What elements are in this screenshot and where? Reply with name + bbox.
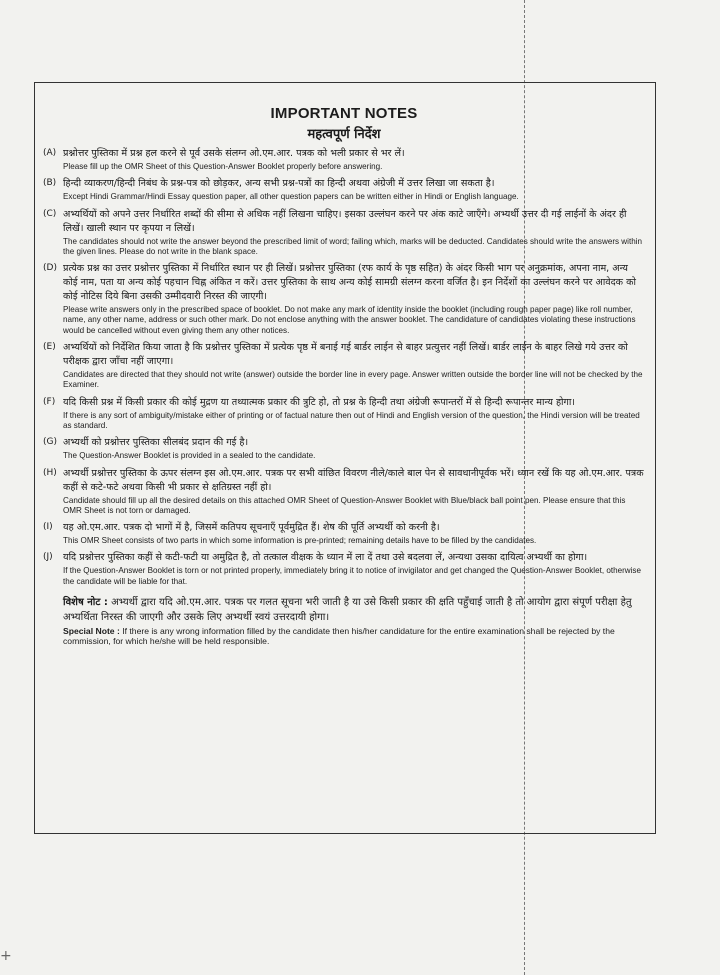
note-label: (G) bbox=[43, 437, 57, 448]
note-label: (A) bbox=[43, 148, 57, 158]
special-note-hindi-text: अभ्यर्थी द्वारा यदि ओ.एम.आर. पत्रक पर गलत सूचना भरी जाती है या उसे किसी प्रकार की क्षति पहुँचाई जाती है तो आयोग द्वारा संपूर्ण परीक्षा हेतु अभ्यर्थिता निरस्त की जाएगी और उसके लिए अभ्यर्थी स्वयं उत्तरदायी होगा। bbox=[63, 597, 632, 624]
note-english-text: Please fill up the OMR Sheet of this Question-Answer Booklet properly before answering. bbox=[63, 162, 383, 171]
note-english-text: If the Question-Answer Booklet is torn or not printed properly, immediately bring it to notice of invigilator and get changed the Question-Answer Booklet, otherwise the candidate will be liable for that. bbox=[63, 566, 641, 586]
title-english: IMPORTANT NOTES bbox=[270, 105, 418, 122]
note-hindi-text: अभ्यर्थी को प्रश्नोत्तर पुस्तिका सीलबंद प्रदान की गई है। bbox=[63, 437, 249, 449]
note-hindi-text: अभ्यर्थियों को अपने उत्तर निर्धारित शब्दों की सीमा से अधिक नहीं लिखना चाहिए। इसका उल्लंघन करने पर अंक काटे जाएँगे। अभ्यर्थी उत्तर दी गई लाईनों के अंदर ही लिखें। खाली स्थान पर कृपया न लिखें। bbox=[63, 208, 627, 234]
note-label: (D) bbox=[43, 263, 57, 274]
note-label: (C) bbox=[43, 208, 57, 219]
note-english-text: The candidates should not write the answer beyond the prescribed limit of word; failing which, marks will be deducted. Candidates should write the answers within the given lines. Please do not write in the blank space. bbox=[63, 236, 643, 256]
note-body bbox=[63, 262, 645, 336]
note-item bbox=[43, 436, 645, 461]
note-hindi-text: प्रश्नोत्तर पुस्तिका में प्रश्न हल करने से पूर्व उसके संलग्न ओ.एम.आर. पत्रक को भली प्रकार से भर लें। bbox=[63, 148, 405, 159]
note-item bbox=[43, 551, 645, 587]
note-label: (E) bbox=[43, 342, 56, 353]
note-item bbox=[43, 262, 645, 336]
note-hindi-text: अभ्यर्थियों को निर्देशित किया जाता है कि प्रश्नोत्तर पुस्तिका में प्रत्येक पृष्ठ में बनाई गई बार्डर लाईन से बाहर प्रत्युत्तर नहीं लिखें। बार्डर लाईन के बाहर लिखे गये उत्तर को परीक्षक द्वारा जाँचा नहीं जाएगा। bbox=[63, 342, 628, 368]
note-body bbox=[63, 396, 645, 432]
note-label: (J) bbox=[43, 552, 53, 563]
notes-list bbox=[43, 147, 645, 587]
note-body bbox=[63, 436, 645, 461]
note-item bbox=[43, 341, 645, 391]
note-label: (F) bbox=[43, 396, 56, 407]
special-note bbox=[63, 595, 645, 647]
note-item bbox=[43, 177, 645, 202]
note-english-text: If there is any sort of ambiguity/mistake either of printing or of factual nature then out of Hindi and English version of the question, the Hindi version will be treated as standard. bbox=[63, 410, 640, 430]
note-body bbox=[63, 467, 645, 517]
note-hindi-text: यदि किसी प्रश्न में किसी प्रकार की कोई मुद्रण या तथ्यात्मक प्रकार की त्रुटि हो, तो प्रश्न के हिन्दी तथा अंग्रेजी रूपान्तरों में से हिन्दी रूपान्तर मान्य होगा। bbox=[63, 396, 576, 408]
note-english-text: Except Hindi Grammar/Hindi Essay question paper, all other question papers can be written either in Hindi or English language. bbox=[63, 192, 519, 202]
note-body bbox=[63, 551, 645, 587]
note-english-text: Candidates are directed that they should not write (answer) outside the border line in every page. Answer written outside the border line will not be checked by the Examiner. bbox=[63, 370, 643, 390]
note-body bbox=[63, 208, 645, 258]
special-note-english-text: If there is any wrong information filled by the candidate then his/her candidature for the entire examination shall be rejected by the commission, for which he/she will be held responsible. bbox=[63, 626, 615, 647]
note-hindi-text: यदि प्रश्नोत्तर पुस्तिका कहीं से कटी-फटी या अमुद्रित है, तो तत्काल वीक्षक के ध्यान में ला दें तथा उसे बदलवा लें, अन्यथा उसका दायित्व अभ्यर्थी का होगा। bbox=[63, 552, 588, 564]
title-hindi: महत्वपूर्ण निर्देश bbox=[307, 127, 381, 142]
note-body bbox=[63, 521, 645, 546]
note-label: (B) bbox=[43, 178, 57, 189]
important-notes-frame bbox=[34, 82, 656, 834]
special-note-hindi bbox=[63, 595, 645, 625]
note-item bbox=[43, 521, 645, 546]
note-item bbox=[43, 396, 645, 432]
note-english-text: Candidate should fill up all the desired details on this attached OMR Sheet of Question-Answer Booklet with Blue/black ball point pen. Please ensure that this OMR Sheet is not torn or damaged. bbox=[63, 495, 626, 515]
special-note-hindi-label: विशेष नोट : bbox=[63, 597, 108, 609]
note-english-text: The Question-Answer Booklet is provided in a sealed to the candidate. bbox=[63, 451, 316, 461]
crop-mark: + bbox=[0, 948, 12, 964]
note-body bbox=[63, 147, 645, 172]
note-item bbox=[43, 208, 645, 258]
note-english-text: This OMR Sheet consists of two parts in which some information is pre-printed; remaining details have to be filled by the candidates. bbox=[63, 536, 537, 546]
note-hindi-text: यह ओ.एम.आर. पत्रक दो भागों में है, जिसमें कतिपय सूचनाएँ पूर्वमुद्रित हैं। शेष की पूर्ति अभ्यर्थी को करनी है। bbox=[63, 522, 440, 534]
note-item bbox=[43, 467, 645, 517]
note-hindi-text: अभ्यर्थी प्रश्नोत्तर पुस्तिका के ऊपर संलग्न इस ओ.एम.आर. पत्रक पर सभी वांछित विवरण नीले/काले बाल पेन से सावधानीपूर्वक भरें। ध्यान रखें कि यह ओ.एम.आर. पत्रक कहीं से कटे-फटे अथवा किसी भी प्रकार से क्षतिग्रस्त नहीं हो। bbox=[63, 467, 644, 493]
special-note-english bbox=[63, 626, 645, 647]
note-body bbox=[63, 177, 645, 202]
special-note-english-label: Special Note : bbox=[63, 626, 120, 637]
note-english-text: Please write answers only in the prescribed space of booklet. Do not make any mark of identity inside the booklet (including rough paper page) like roll number, name, any other name, address or such other mark. Do not enclose anything with the answer booklet. The candidature of candidates violating these instructions would be cancelled without even giving them any other notices. bbox=[63, 305, 636, 335]
note-hindi-text: हिन्दी व्याकरण/हिन्दी निबंध के प्रश्न-पत्र को छोड़कर, अन्य सभी प्रश्न-पत्रों का हिन्दी अथवा अंग्रेजी में उत्तर लिखा जा सकता है। bbox=[63, 178, 495, 190]
note-label: (I) bbox=[43, 522, 53, 533]
note-item bbox=[43, 147, 645, 172]
note-hindi-text: प्रत्येक प्रश्न का उत्तर प्रश्नोत्तर पुस्तिका में निर्धारित स्थान पर ही लिखें। प्रश्नोत्तर पुस्तिका (रफ कार्य के पृष्ठ सहित) के अंदर किसी भाग पर अनुक्रमांक, अपना नाम, अन्य कोई नाम, पता या अन्य कोई पहचान चिह्न अंकित न करें। उत्तर पुस्तिका के साथ अन्य कोई सामग्री संलग्न करना वर्जित है। इन निर्देशों का उल्लंघन करने पर आवेदक को कोई नोटिस दिये बिना उसकी उम्मीदवारी निरस्त की जाएगी। bbox=[63, 263, 636, 303]
note-body bbox=[63, 341, 645, 391]
note-label: (H) bbox=[43, 467, 57, 478]
